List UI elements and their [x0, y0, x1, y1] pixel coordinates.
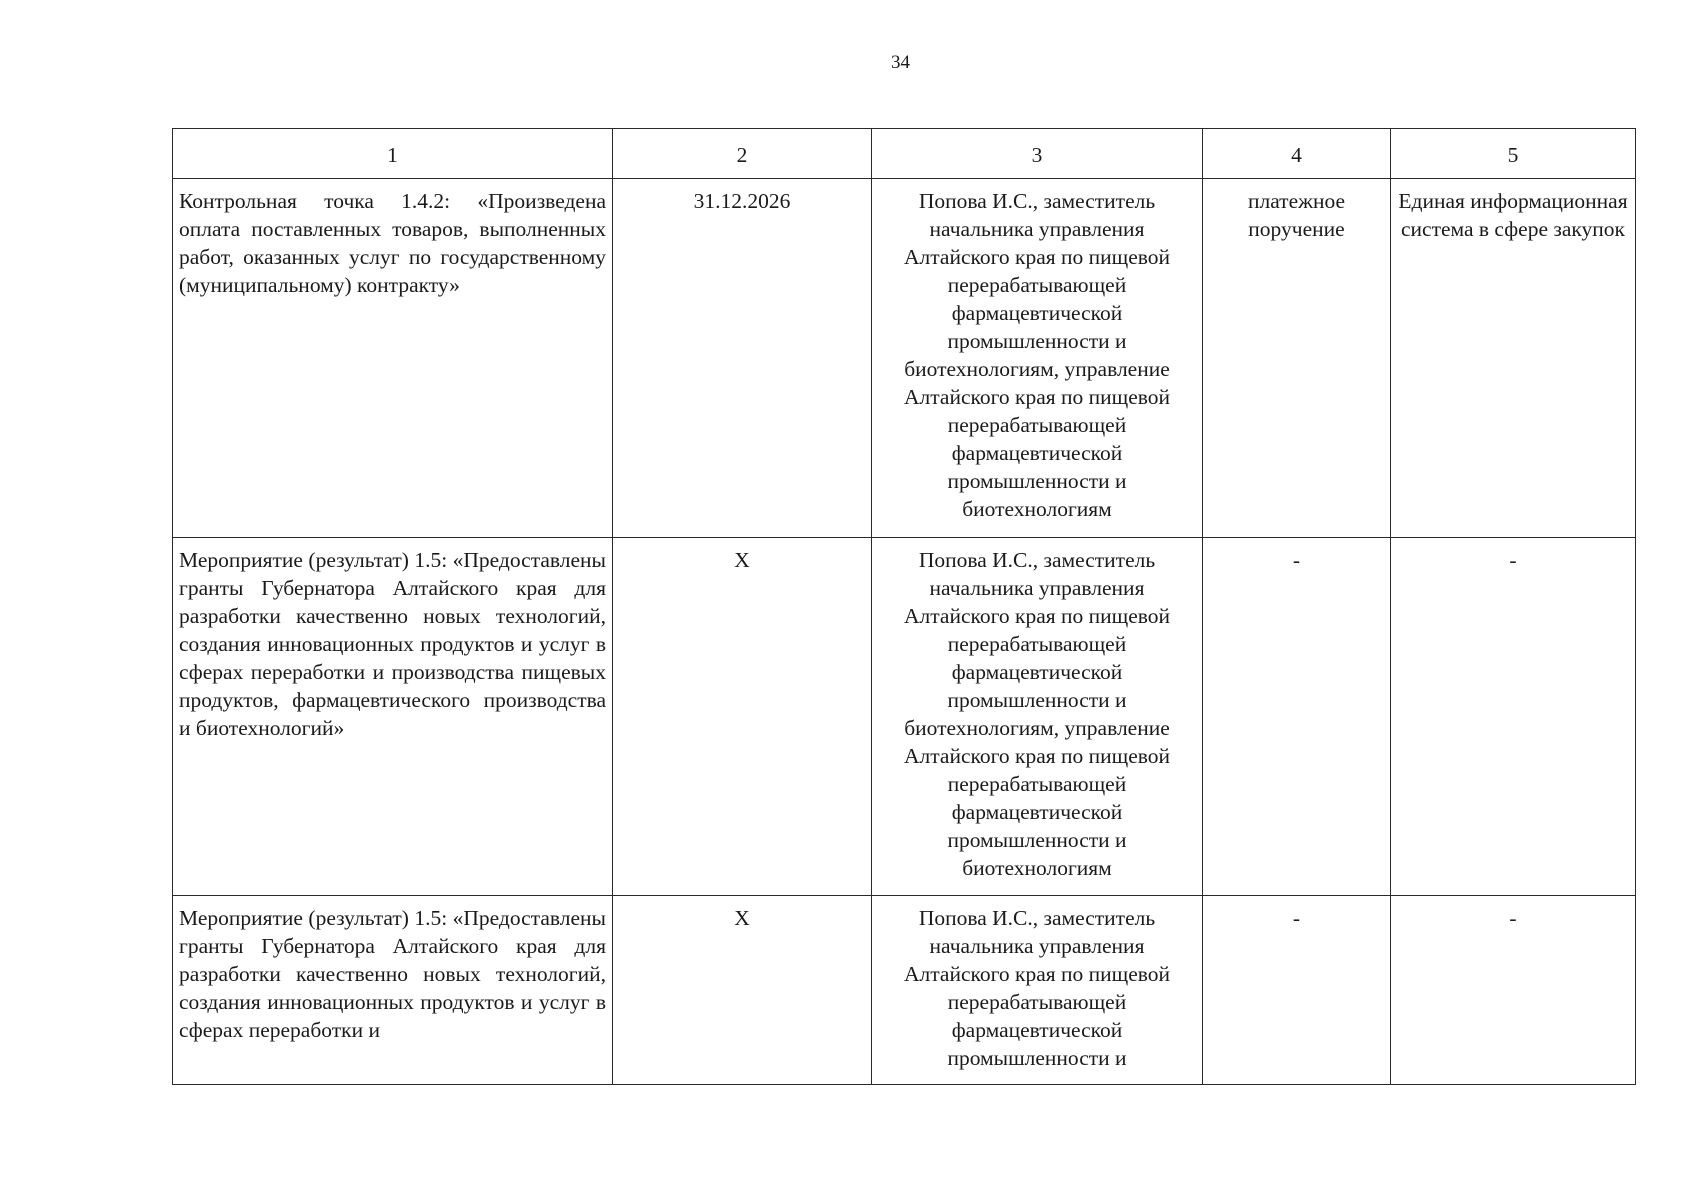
cell-system: Единая информационная система в сфере закупок — [1391, 179, 1636, 538]
table-body — [173, 179, 1636, 1085]
cell-date: Х — [613, 538, 872, 896]
page-number: 34 — [891, 52, 910, 73]
header-col-5: 5 — [1391, 129, 1636, 179]
cell-date: 31.12.2026 — [613, 179, 872, 538]
cell-system: - — [1391, 538, 1636, 896]
table-row — [173, 179, 1636, 538]
header-col-2: 2 — [613, 129, 872, 179]
header-col-4: 4 — [1203, 129, 1391, 179]
table-row — [173, 538, 1636, 896]
cell-name: Мероприятие (результат) 1.5: «Предоставлены гранты Губернатора Алтайского края для разработки качественно новых технологий, создания инновационных продуктов и услуг в сферах переработки и — [173, 896, 613, 1085]
main-table — [172, 128, 1636, 1085]
table-row — [173, 896, 1636, 1085]
cell-document: - — [1203, 896, 1391, 1085]
cell-responsible: Попова И.С., заместитель начальника управления Алтайского края по пищевой перерабатывающей фармацевтической промышленности и биотехнологиям, управление Алтайского края по пищевой перерабатывающей фармацевтической промышленности и биотехнологиям — [872, 179, 1203, 538]
header-col-3: 3 — [872, 129, 1203, 179]
table-header — [173, 129, 1636, 179]
cell-document: платежное поручение — [1203, 179, 1391, 538]
cell-system: - — [1391, 896, 1636, 1085]
header-col-1: 1 — [173, 129, 613, 179]
cell-responsible: Попова И.С., заместитель начальника управления Алтайского края по пищевой перерабатывающей фармацевтической промышленности и — [872, 896, 1203, 1085]
cell-name: Мероприятие (результат) 1.5: «Предоставлены гранты Губернатора Алтайского края для разработки качественно новых технологий, создания инновационных продуктов и услуг в сферах переработки и производства пищевых продуктов, фармацевтического производства и биотехнологий» — [173, 538, 613, 896]
cell-date: Х — [613, 896, 872, 1085]
cell-document: - — [1203, 538, 1391, 896]
cell-responsible: Попова И.С., заместитель начальника управления Алтайского края по пищевой перерабатывающей фармацевтической промышленности и биотехнологиям, управление Алтайского края по пищевой перерабатывающей фармацевтической промышленности и биотехнологиям — [872, 538, 1203, 896]
cell-name: Контрольная точка 1.4.2: «Произведена оплата поставленных товаров, выполненных работ, оказанных услуг по государственному (муниципальному) контракту» — [173, 179, 613, 538]
header-row — [173, 129, 1636, 179]
